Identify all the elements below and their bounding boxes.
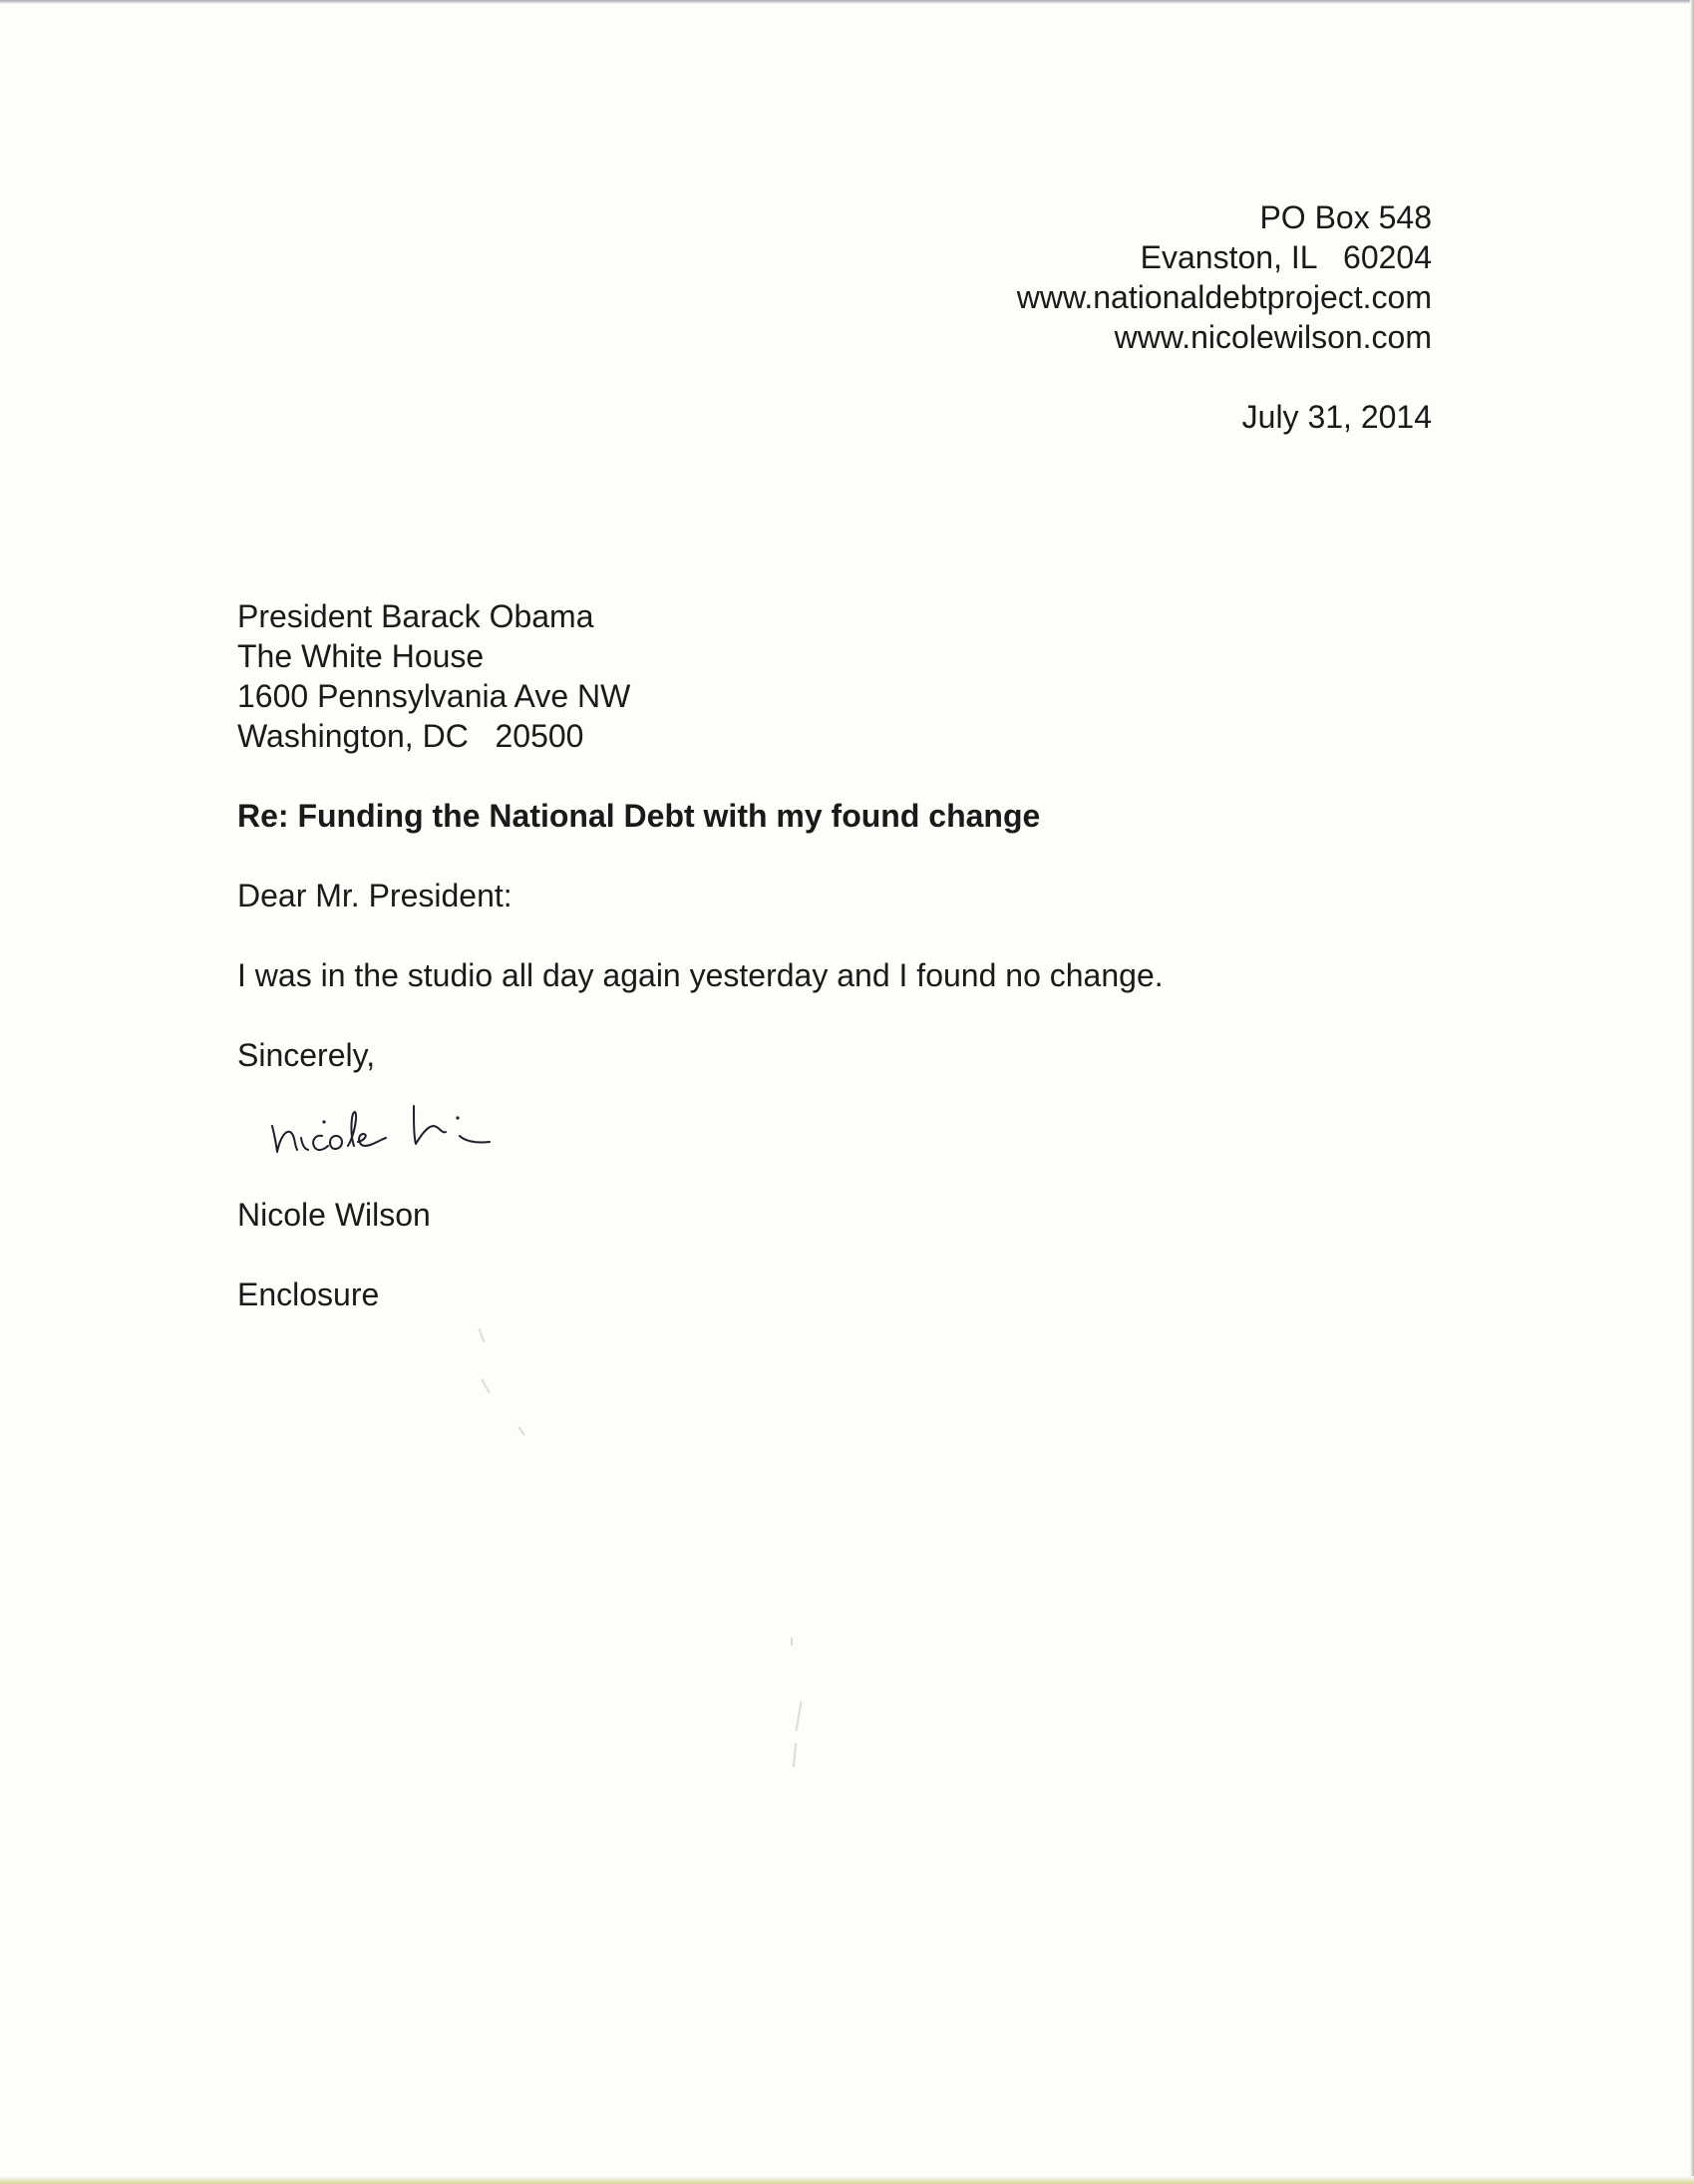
- enclosure-note: Enclosure: [237, 1276, 380, 1312]
- closing: Sincerely,: [237, 1037, 376, 1073]
- recipient-line-street: 1600 Pennsylvania Ave NW: [237, 678, 631, 714]
- recipient-line-building: The White House: [237, 638, 485, 674]
- salutation: Dear Mr. President:: [237, 878, 512, 913]
- scan-speck: [479, 1328, 486, 1342]
- scan-edge-right: [1690, 0, 1694, 2184]
- sender-line-website-2: www.nicolewilson.com: [1114, 319, 1432, 355]
- letter-body: I was in the studio all day again yesterday and I found no change.: [237, 957, 1164, 993]
- sender-line-po-box: PO Box 548: [1259, 199, 1432, 235]
- signer-name: Nicole Wilson: [237, 1197, 431, 1233]
- scan-edge-bottom: [0, 2176, 1694, 2184]
- sender-address: [1017, 197, 1432, 357]
- letter-date: July 31, 2014: [1241, 399, 1432, 435]
- recipient-line-city: Washington, DC 20500: [237, 718, 584, 754]
- sender-line-city: Evanston, IL 60204: [1140, 239, 1432, 275]
- subject-line: Re: Funding the National Debt with my found change: [237, 798, 1041, 834]
- scan-edge-top: [0, 0, 1694, 4]
- scan-speck: [793, 1743, 797, 1767]
- scan-speck: [517, 1426, 524, 1435]
- handwritten-signature: [264, 1082, 593, 1162]
- recipient-line-name: President Barack Obama: [237, 598, 594, 634]
- recipient-address: [237, 596, 630, 756]
- sender-line-website-1: www.nationaldebtproject.com: [1016, 279, 1432, 315]
- scan-speck: [791, 1638, 793, 1645]
- scan-speck: [795, 1701, 802, 1731]
- scan-speck: [481, 1379, 491, 1394]
